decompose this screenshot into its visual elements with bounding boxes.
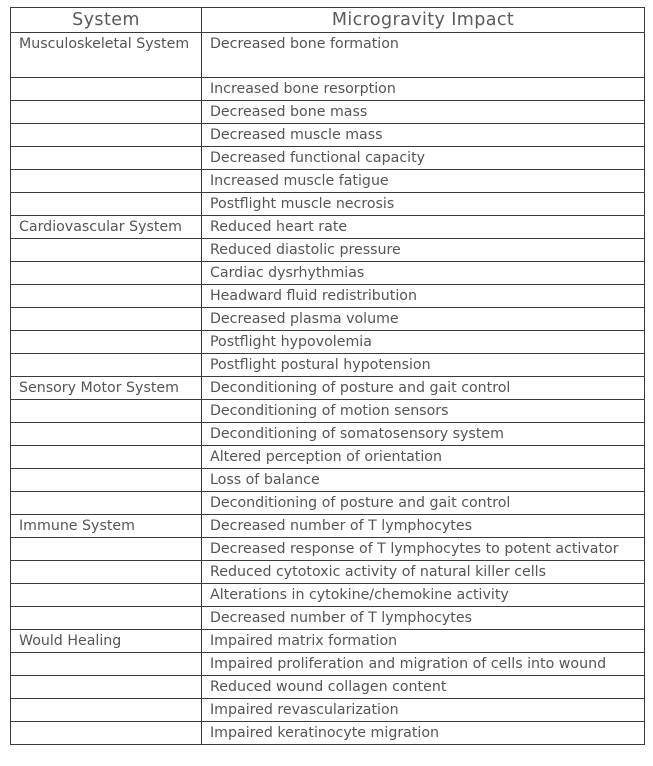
system-cell: Sensory Motor System <box>11 377 202 400</box>
system-cell <box>11 239 202 262</box>
impact-cell: Postflight muscle necrosis <box>202 193 645 216</box>
header-row <box>11 8 645 33</box>
table-body <box>11 33 645 745</box>
impact-cell: Decreased number of T lymphocytes <box>202 515 645 538</box>
system-cell <box>11 538 202 561</box>
impact-cell: Postflight hypovolemia <box>202 331 645 354</box>
system-cell <box>11 584 202 607</box>
system-cell <box>11 101 202 124</box>
system-cell <box>11 78 202 101</box>
system-cell <box>11 469 202 492</box>
system-cell <box>11 262 202 285</box>
table-row <box>11 101 645 124</box>
system-cell <box>11 308 202 331</box>
impact-cell: Decreased bone mass <box>202 101 645 124</box>
system-cell <box>11 699 202 722</box>
system-cell <box>11 492 202 515</box>
impact-cell: Deconditioning of posture and gait control <box>202 492 645 515</box>
table-row <box>11 722 645 745</box>
impact-cell: Decreased muscle mass <box>202 124 645 147</box>
system-cell <box>11 331 202 354</box>
system-cell <box>11 722 202 745</box>
table-row <box>11 377 645 400</box>
table-row <box>11 354 645 377</box>
table-row <box>11 469 645 492</box>
system-cell <box>11 170 202 193</box>
impact-cell: Increased bone resorption <box>202 78 645 101</box>
impact-cell: Deconditioning of somatosensory system <box>202 423 645 446</box>
table-row <box>11 584 645 607</box>
table-row <box>11 147 645 170</box>
impact-cell: Decreased response of T lymphocytes to potent activator <box>202 538 645 561</box>
impact-cell: Cardiac dysrhythmias <box>202 262 645 285</box>
table-row <box>11 676 645 699</box>
system-cell <box>11 423 202 446</box>
table-row <box>11 630 645 653</box>
table-row <box>11 331 645 354</box>
table-row <box>11 33 645 78</box>
system-cell <box>11 354 202 377</box>
system-cell <box>11 561 202 584</box>
table-row <box>11 400 645 423</box>
impact-cell: Headward fluid redistribution <box>202 285 645 308</box>
table-row <box>11 170 645 193</box>
system-cell <box>11 193 202 216</box>
table-row <box>11 653 645 676</box>
system-cell <box>11 676 202 699</box>
table-row <box>11 492 645 515</box>
system-cell: Cardiovascular System <box>11 216 202 239</box>
system-cell <box>11 400 202 423</box>
impact-cell: Decreased number of T lymphocytes <box>202 607 645 630</box>
table-row <box>11 239 645 262</box>
impact-cell: Reduced cytotoxic activity of natural killer cells <box>202 561 645 584</box>
table-row <box>11 699 645 722</box>
table-row <box>11 538 645 561</box>
system-cell <box>11 124 202 147</box>
system-cell <box>11 653 202 676</box>
header-microgravity-impact: Microgravity Impact <box>202 8 645 33</box>
impact-cell: Impaired keratinocyte migration <box>202 722 645 745</box>
microgravity-impact-table <box>10 7 645 745</box>
table-row <box>11 515 645 538</box>
impact-cell: Loss of balance <box>202 469 645 492</box>
table-row <box>11 561 645 584</box>
system-cell <box>11 147 202 170</box>
table-row <box>11 607 645 630</box>
impact-cell: Deconditioning of posture and gait control <box>202 377 645 400</box>
table-row <box>11 124 645 147</box>
header-system: System <box>11 8 202 33</box>
impact-cell: Reduced diastolic pressure <box>202 239 645 262</box>
system-cell: Would Healing <box>11 630 202 653</box>
impact-cell: Impaired revascularization <box>202 699 645 722</box>
impact-cell: Reduced wound collagen content <box>202 676 645 699</box>
table-row <box>11 193 645 216</box>
system-cell: Immune System <box>11 515 202 538</box>
impact-cell: Alterations in cytokine/chemokine activity <box>202 584 645 607</box>
table-row <box>11 262 645 285</box>
impact-cell: Decreased bone formation <box>202 33 645 78</box>
system-cell <box>11 607 202 630</box>
impact-cell: Reduced heart rate <box>202 216 645 239</box>
table-row <box>11 423 645 446</box>
table-row <box>11 78 645 101</box>
impact-cell: Decreased plasma volume <box>202 308 645 331</box>
impact-cell: Increased muscle fatigue <box>202 170 645 193</box>
table-row <box>11 285 645 308</box>
table-row <box>11 308 645 331</box>
impact-cell: Deconditioning of motion sensors <box>202 400 645 423</box>
system-cell <box>11 446 202 469</box>
table-row <box>11 446 645 469</box>
system-cell <box>11 285 202 308</box>
system-cell: Musculoskeletal System <box>11 33 202 78</box>
impact-cell: Postflight postural hypotension <box>202 354 645 377</box>
impact-cell: Impaired proliferation and migration of cells into wound <box>202 653 645 676</box>
impact-cell: Decreased functional capacity <box>202 147 645 170</box>
impact-cell: Altered perception of orientation <box>202 446 645 469</box>
table-row <box>11 216 645 239</box>
impact-cell: Impaired matrix formation <box>202 630 645 653</box>
